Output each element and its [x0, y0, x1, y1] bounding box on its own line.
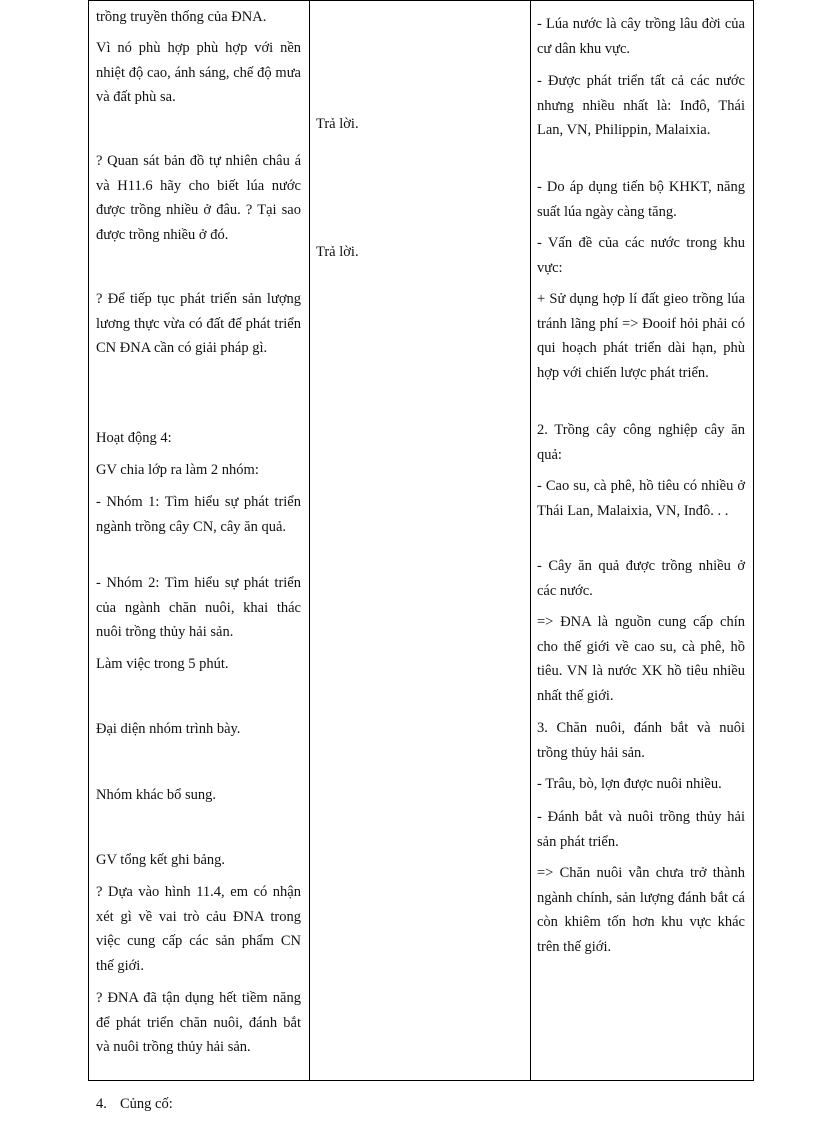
lesson-content-column [531, 1, 754, 1081]
teacher-question: ? Để tiếp tục phát triển sản lượng lương thực vừa có đất để phát triển CN ĐNA cần có giải pháp gì. [96, 291, 301, 356]
teacher-text: trồng truyền thống của ĐNA. [96, 9, 267, 25]
group-task: - Nhóm 2: Tìm hiểu sự phát triển của ngành chăn nuôi, khai thác nuôi trồng thủy hải sản. [96, 575, 301, 640]
section-number: 4. [96, 1096, 107, 1112]
content-text: - Trâu, bò, lợn được nuôi nhiều. [537, 776, 722, 792]
content-heading: 3. Chăn nuôi, đánh bắt và nuôi trồng thủy hải sản. [537, 720, 745, 761]
content-text: + Sử dụng hợp lí đất gieo trồng lúa tránh lãng phí => Đooif hỏi phải có qui hoạch phát triển dài hạn, phù hợp với chiến lược phát triển. [537, 291, 745, 381]
content-text: - Được phát triển tất cả các nước nhưng nhiều nhất là: Inđô, Thái Lan, VN, Philippin, Malaixia. [537, 73, 745, 138]
table-row [89, 1, 754, 1081]
activity-heading: Hoạt động 4: [96, 430, 172, 446]
content-text: - Vấn đề của các nước trong khu vực: [537, 235, 745, 276]
content-text: => Chăn nuôi vẫn chưa trở thành ngành chính, sản lượng đánh bắt cá còn khiêm tốn hơn khu vực khác trên thế giới. [537, 865, 745, 955]
student-answer: Trả lời. [316, 244, 359, 260]
teacher-text: Vì nó phù hợp phù hợp với nền nhiệt độ cao, ánh sáng, chế độ mưa và đất phù sa. [96, 40, 301, 105]
teacher-text: Làm việc trong 5 phút. [96, 656, 229, 672]
content-text: - Lúa nước là cây trồng lâu đời của cư dân khu vực. [537, 16, 745, 57]
lesson-table [88, 0, 754, 1081]
content-text: - Do áp dụng tiến bộ KHKT, năng suất lúa ngày càng tăng. [537, 179, 745, 220]
student-activity-column [310, 1, 531, 1081]
teacher-text: Nhóm khác bổ sung. [96, 787, 217, 803]
section-heading [96, 1092, 173, 1116]
teacher-text: GV chia lớp ra làm 2 nhóm: [96, 462, 259, 478]
content-heading: 2. Trồng cây công nghiệp cây ăn quả: [537, 422, 745, 463]
content-text: - Cao su, cà phê, hồ tiêu có nhiều ở Thái Lan, Malaixia, VN, Inđô. . . [537, 478, 745, 519]
content-text: - Đánh bắt và nuôi trồng thủy hải sản phát triển. [537, 809, 745, 850]
teacher-question: ? Quan sát bản đồ tự nhiên châu á và H11.6 hãy cho biết lúa nước được trồng nhiều ở đâu. ? Tại sao được trồng nhiều ở đó. [96, 153, 301, 243]
teacher-text: Đại diện nhóm trình bày. [96, 721, 241, 737]
teacher-text: GV tổng kết ghi bảng. [96, 852, 226, 868]
teacher-activity-column [89, 1, 310, 1081]
content-text: => ĐNA là nguồn cung cấp chín cho thế giới về cao su, cà phê, hồ tiêu. VN là nước XK hồ tiêu nhiều nhất thế giới. [537, 614, 745, 704]
student-answer: Trả lời. [316, 116, 359, 132]
teacher-question: ? Dựa vào hình 11.4, em có nhận xét gì về vai trò cảu ĐNA trong việc cung cấp các sản phẩm CN thế giới. [96, 884, 301, 974]
section-label: Củng cố: [120, 1096, 173, 1112]
content-text: - Cây ăn quả được trồng nhiều ở các nước. [537, 558, 745, 599]
teacher-question: ? ĐNA đã tận dụng hết tiềm năng để phát triển chăn nuôi, đánh bắt và nuôi trồng thủy hải sản. [96, 990, 301, 1055]
group-task: - Nhóm 1: Tìm hiểu sự phát triển ngành trồng cây CN, cây ăn quả. [96, 494, 301, 535]
